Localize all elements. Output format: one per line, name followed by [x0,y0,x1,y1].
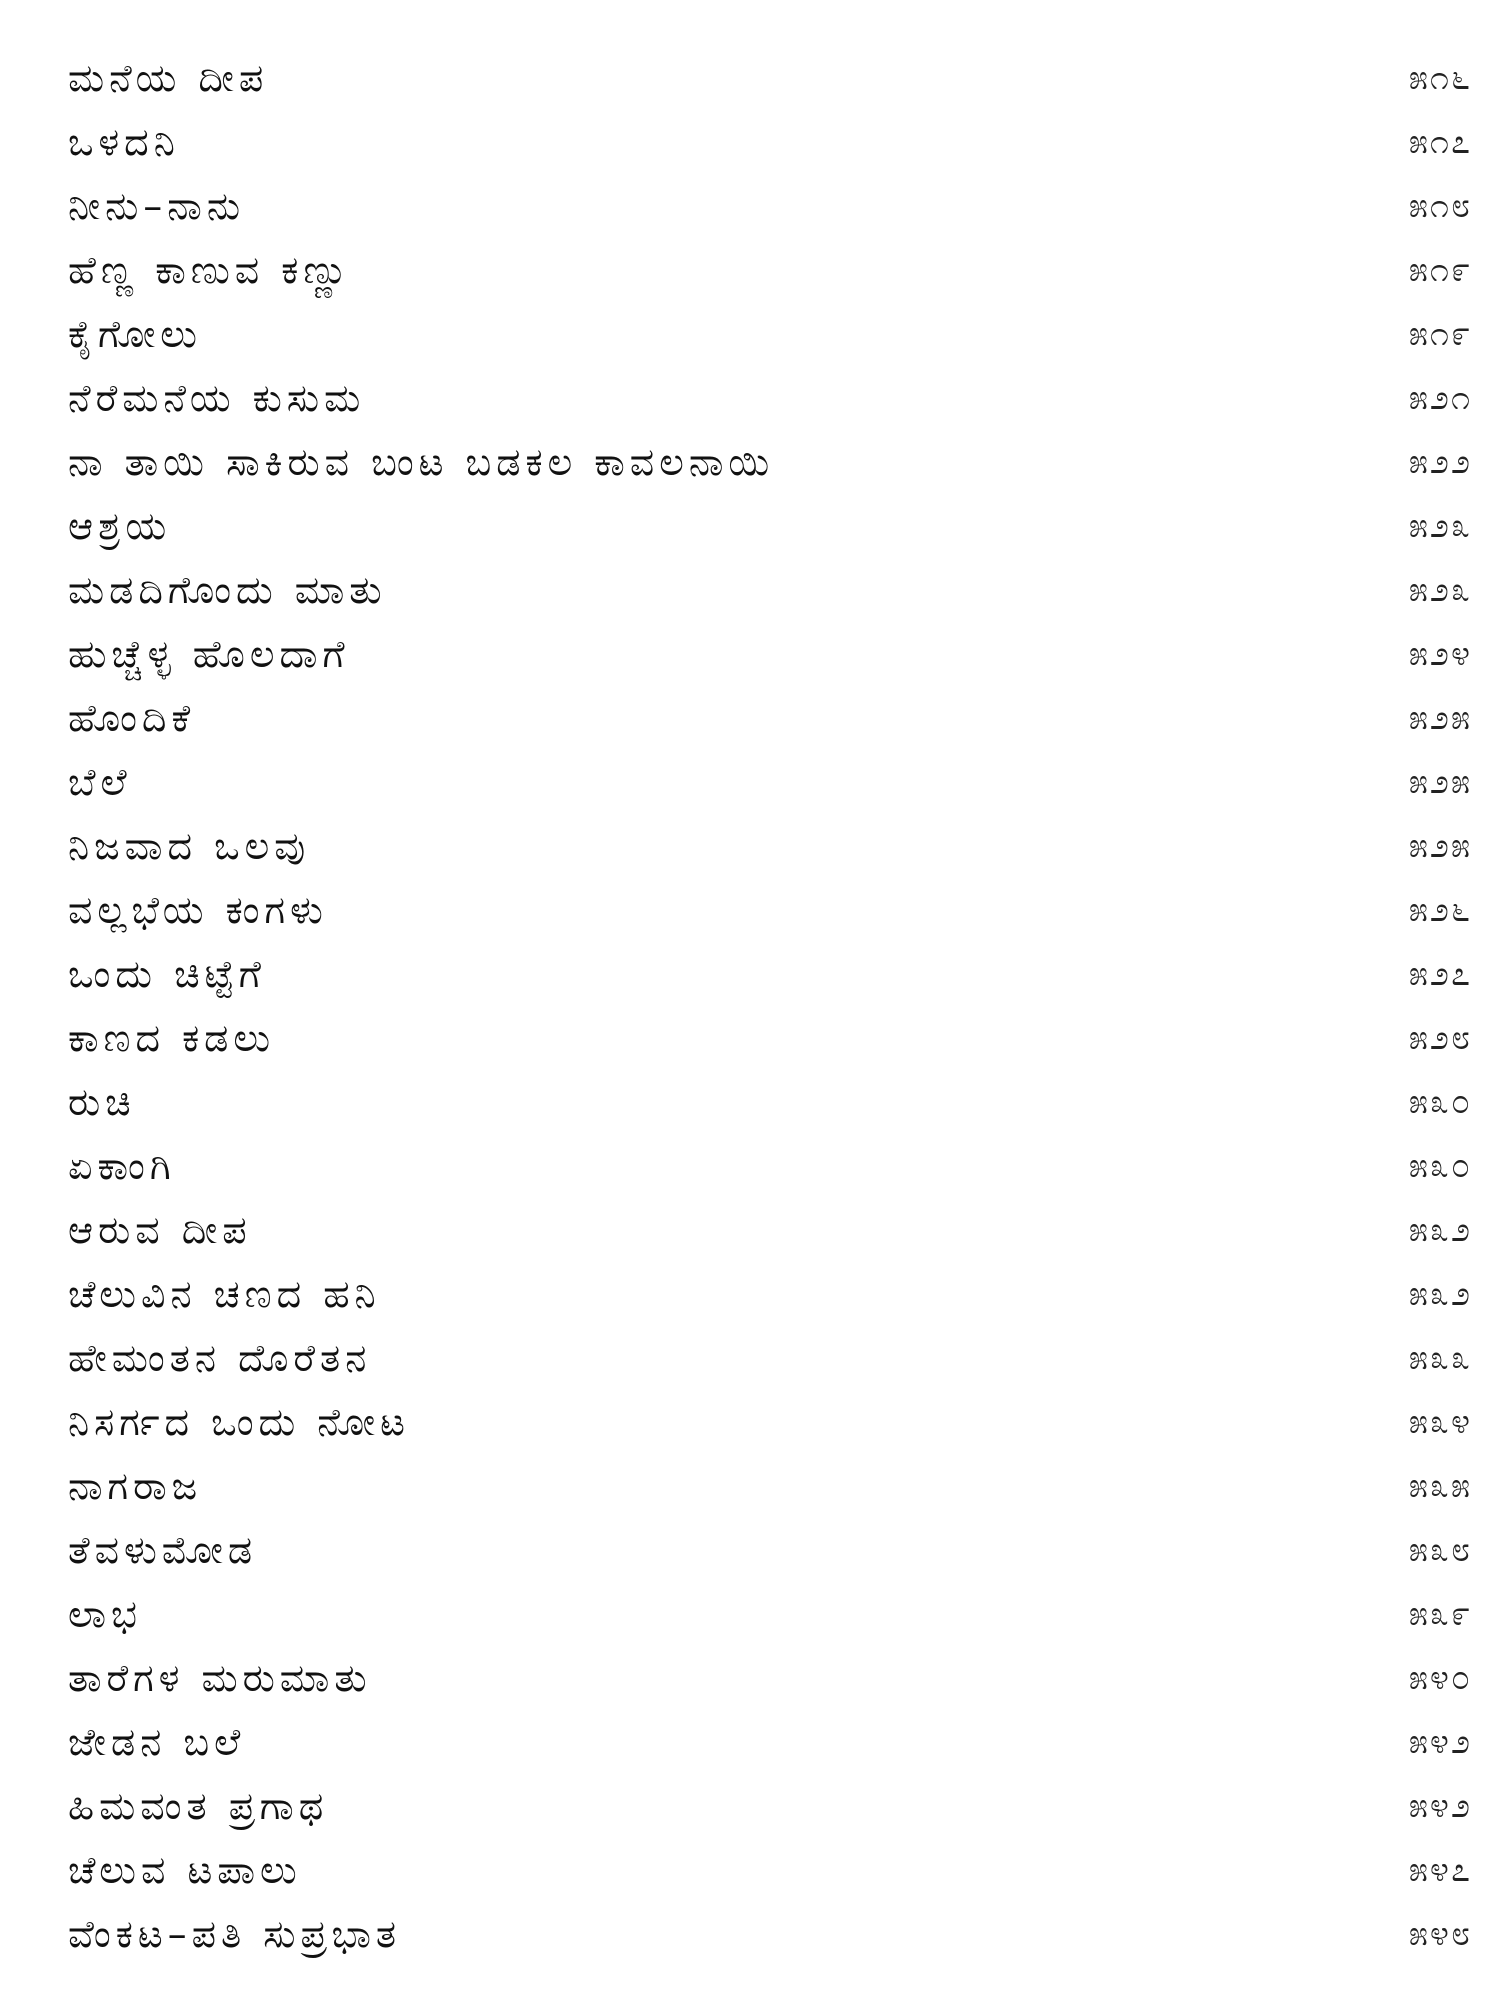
entry-title: ಹಿಮವಂತ ಪ್ರಗಾಥ [68,1784,329,1828]
entry-title: ಮನೆಯ ದೀಪ [68,56,269,100]
entry-page-number: ೫೨೧ [1408,378,1472,418]
entry-title: ಬೆಲೆ [68,760,132,804]
entry-page-number: ೫೪೮ [1408,1914,1472,1954]
entry-page-number: ೫೩೫ [1408,1466,1472,1506]
entry-title: ಒಳದನಿ [68,120,180,164]
entry-page-number: ೫೩೩ [1408,1338,1472,1378]
toc-entry [68,1262,1472,1326]
entry-title: ಚೆಲುವ ಟಪಾಲು [68,1848,302,1892]
entry-page-number: ೫೪೨ [1408,1786,1472,1826]
toc-entry [68,1902,1472,1966]
toc-entry [68,302,1472,366]
entry-title: ನಿಜವಾದ ಒಲವು [68,824,311,868]
toc-entry [68,1070,1472,1134]
toc-entry [68,430,1472,494]
entry-title: ಏಕಾಂಗಿ [68,1144,176,1188]
entry-title: ಕೈಗೋಲು [68,312,202,356]
table-of-contents [68,46,1472,1966]
toc-entry [68,1646,1472,1710]
entry-page-number: ೫೨೫ [1408,762,1472,802]
entry-title: ಲಾಭ [68,1592,142,1636]
entry-page-number: ೫೧೮ [1408,186,1472,226]
entry-title: ನಾ ತಾಯಿ ಸಾಕಿರುವ ಬಂಟ ಬಡಕಲ ಕಾವಲನಾಯಿ [68,440,775,484]
entry-page-number: ೫೪೨ [1408,1722,1472,1762]
toc-entry [68,1006,1472,1070]
entry-title: ಆಶ್ರಯ [68,504,172,548]
toc-entry [68,942,1472,1006]
entry-title: ನಿಸರ್ಗದ ಒಂದು ನೋಟ [68,1400,410,1444]
entry-page-number: ೫೩೨ [1408,1210,1472,1250]
entry-title: ಜೇಡನ ಬಲೆ [68,1720,246,1764]
toc-entry [68,814,1472,878]
entry-page-number: ೫೨೬ [1408,890,1472,930]
toc-entry [68,1454,1472,1518]
entry-title: ನೆರೆಮನೆಯ ಕುಸುಮ [68,376,366,420]
entry-page-number: ೫೩೪ [1408,1402,1472,1442]
entry-title: ಹೊಂದಿಕೆ [68,696,196,740]
toc-entry [68,238,1472,302]
entry-page-number: ೫೨೮ [1408,1018,1472,1058]
entry-title: ನಾಗರಾಜ [68,1464,203,1508]
entry-page-number: ೫೨೪ [1408,634,1472,674]
entry-page-number: ೫೨೭ [1408,954,1472,994]
toc-entry [68,1710,1472,1774]
entry-title: ನೀನು–ನಾನು [68,184,246,228]
entry-page-number: ೫೨೨ [1408,442,1472,482]
toc-entry [68,1582,1472,1646]
entry-title: ವಲ್ಲಭೆಯ ಕಂಗಳು [68,888,328,932]
toc-entry [68,686,1472,750]
entry-title: ವೆಂಕಟ–ಪತಿ ಸುಪ್ರಭಾತ [68,1912,402,1956]
entry-page-number: ೫೧೬ [1408,58,1472,98]
entry-title: ಹುಚ್ಚೆಳ್ಳ ಹೊಲದಾಗೆ [68,632,350,676]
entry-title: ಚೆಲುವಿನ ಚಣದ ಹನಿ [68,1272,381,1316]
entry-page-number: ೫೨೩ [1408,570,1472,610]
toc-entry [68,494,1472,558]
entry-title: ಆರುವ ದೀಪ [68,1208,252,1252]
toc-entry [68,622,1472,686]
entry-page-number: ೫೧೯ [1408,314,1472,354]
entry-page-number: ೫೩೯ [1408,1594,1472,1634]
entry-page-number: ೫೧೭ [1408,122,1472,162]
toc-entry [68,1134,1472,1198]
entry-title: ಹೆಣ್ಣ ಕಾಣುವ ಕಣ್ಣು [68,248,353,292]
entry-title: ಮಡದಿಗೊಂದು ಮಾತು [68,568,387,612]
entry-page-number: ೫೨೩ [1408,506,1472,546]
toc-entry [68,1326,1472,1390]
entry-title: ತೆವಳುಮೋಡ [68,1528,258,1572]
entry-page-number: ೫೧೯ [1408,250,1472,290]
toc-entry [68,46,1472,110]
toc-entry [68,366,1472,430]
entry-page-number: ೫೩೦ [1408,1146,1472,1186]
entry-page-number: ೫೨೫ [1408,826,1472,866]
entry-page-number: ೫೩೦ [1408,1082,1472,1122]
toc-entry [68,1838,1472,1902]
toc-entry [68,1390,1472,1454]
toc-entry [68,110,1472,174]
toc-entry [68,1518,1472,1582]
entry-title: ತಾರೆಗಳ ಮರುಮಾತು [68,1656,372,1700]
entry-page-number: ೫೨೫ [1408,698,1472,738]
toc-entry [68,1198,1472,1262]
entry-page-number: ೫೪೭ [1408,1850,1472,1890]
entry-page-number: ೫೩೨ [1408,1274,1472,1314]
entry-page-number: ೫೩೮ [1408,1530,1472,1570]
entry-title: ಕಾಣದ ಕಡಲು [68,1016,276,1060]
entry-title: ಒಂದು ಚಿಟ್ಟೆಗೆ [68,952,266,996]
toc-entry [68,558,1472,622]
entry-title: ಹೇಮಂತನ ದೊರೆತನ [68,1336,372,1380]
toc-entry [68,1774,1472,1838]
toc-entry [68,878,1472,942]
toc-entry [68,174,1472,238]
entry-page-number: ೫೪೦ [1408,1658,1472,1698]
toc-entry [68,750,1472,814]
entry-title: ರುಚಿ [68,1080,136,1124]
